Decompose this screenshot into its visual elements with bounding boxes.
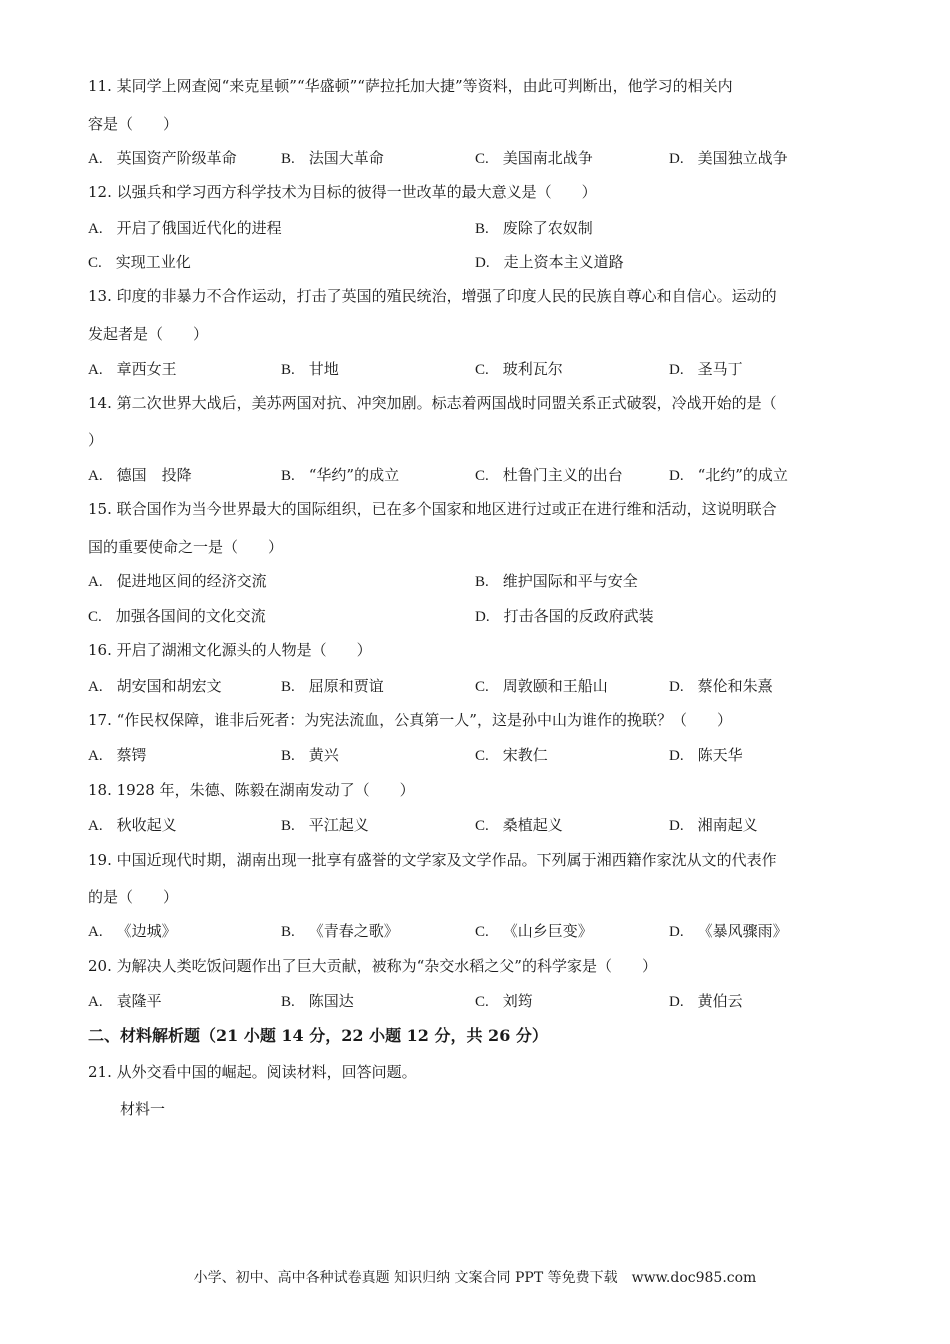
option-c[interactable]: C. 桑植起义 xyxy=(475,816,563,834)
option-a[interactable]: A. 开启了俄国近代化的进程 xyxy=(88,219,282,237)
question-15-options-row-1 xyxy=(88,571,868,591)
option-d[interactable]: D. 蔡伦和朱熹 xyxy=(669,677,773,695)
option-a[interactable]: A. 英国资产阶级革命 xyxy=(88,149,237,167)
question-14-line-2: ） xyxy=(88,431,104,449)
question-20-line-1: 20. 为解决人类吃饭问题作出了巨大贡献，被称为“杂交水稻之父”的科学家是（ ） xyxy=(88,957,657,975)
question-13-line-1: 13. 印度的非暴力不合作运动，打击了英国的殖民统治，增强了印度人民的民族自尊心和自信心。运动的 xyxy=(88,287,777,305)
question-11-line-1: 11. 某同学上网查阅“来克星顿”“华盛顿”“萨拉托加大捷”等资料，由此可判断出，他学习的相关内 xyxy=(88,77,733,95)
option-a[interactable]: A. 章西女王 xyxy=(88,360,177,378)
option-d[interactable]: D. 湘南起义 xyxy=(669,816,758,834)
question-16-line-1: 16. 开启了湖湘文化源头的人物是（ ） xyxy=(88,641,372,659)
option-d[interactable]: D. 打击各国的反政府武装 xyxy=(475,607,654,625)
question-12-options-row-1 xyxy=(88,218,868,238)
option-c[interactable]: C. 《山乡巨变》 xyxy=(475,922,593,940)
question-20-options xyxy=(88,991,868,1011)
option-d[interactable]: D. 《暴风骤雨》 xyxy=(669,922,788,940)
section-heading: 二、材料解析题（21 小题 14 分，22 小题 12 分，共 26 分） xyxy=(88,1026,548,1045)
option-b[interactable]: B. 法国大革命 xyxy=(281,149,384,167)
option-c[interactable]: C. 周敦颐和王船山 xyxy=(475,677,608,695)
option-c[interactable]: C. 加强各国间的文化交流 xyxy=(88,607,266,625)
option-d[interactable]: D. 陈天华 xyxy=(669,746,743,764)
question-12-line-1: 12. 以强兵和学习西方科学技术为目标的彼得一世改革的最大意义是（ ） xyxy=(88,183,597,201)
option-b[interactable]: B. 陈国达 xyxy=(281,992,354,1010)
material-label: 材料一 xyxy=(120,1100,166,1118)
option-b[interactable]: B. 屈原和贾谊 xyxy=(281,677,384,695)
option-c[interactable]: C. 美国南北战争 xyxy=(475,149,593,167)
question-11-line-2: 容是（ ） xyxy=(88,115,179,133)
question-15-line-2: 国的重要使命之一是（ ） xyxy=(88,538,284,556)
option-a[interactable]: A. 袁隆平 xyxy=(88,992,162,1010)
option-d[interactable]: D. 圣马丁 xyxy=(669,360,743,378)
question-17-line-1: 17. “作民权保障，谁非后死者：为宪法流血，公真第一人”，这是孙中山为谁作的挽联？（ ） xyxy=(88,711,732,729)
option-c[interactable]: C. 杜鲁门主义的出台 xyxy=(475,466,623,484)
option-d[interactable]: D. 走上资本主义道路 xyxy=(475,253,624,271)
option-c[interactable]: C. 刘筠 xyxy=(475,992,533,1010)
option-a[interactable]: A. 德国 投降 xyxy=(88,466,192,484)
question-18-options xyxy=(88,815,868,835)
question-21-line-1: 21. 从外交看中国的崛起。阅读材料，回答问题。 xyxy=(88,1063,417,1081)
option-c[interactable]: C. 玻利瓦尔 xyxy=(475,360,563,378)
question-19-line-2: 的是（ ） xyxy=(88,888,179,906)
option-a[interactable]: A. 《边城》 xyxy=(88,922,177,940)
option-b[interactable]: B. 废除了农奴制 xyxy=(475,219,593,237)
question-16-options xyxy=(88,676,868,696)
question-13-line-2: 发起者是（ ） xyxy=(88,325,209,343)
option-a[interactable]: A. 蔡锷 xyxy=(88,746,147,764)
option-a[interactable]: A. 胡安国和胡宏文 xyxy=(88,677,222,695)
option-d[interactable]: D. 黄伯云 xyxy=(669,992,743,1010)
question-11-options xyxy=(88,148,868,168)
option-b[interactable]: B. 维护国际和平与安全 xyxy=(475,572,638,590)
option-b[interactable]: B. 平江起义 xyxy=(281,816,369,834)
page-footer: 小学、初中、高中各种试卷真题 知识归纳 文案合同 PPT 等免费下载 www.doc985.com xyxy=(193,1270,757,1286)
question-15-options-row-2 xyxy=(88,606,868,626)
option-d[interactable]: D. “北约”的成立 xyxy=(669,466,788,484)
question-15-line-1: 15. 联合国作为当今世界最大的国际组织，已在多个国家和地区进行过或正在进行维和活动，这说明联合 xyxy=(88,500,777,518)
question-14-options xyxy=(88,465,868,485)
option-c[interactable]: C. 实现工业化 xyxy=(88,253,191,271)
option-b[interactable]: B. 黄兴 xyxy=(281,746,339,764)
option-b[interactable]: B. 甘地 xyxy=(281,360,339,378)
question-19-line-1: 19. 中国近现代时期，湖南出现一批享有盛誉的文学家及文学作品。下列属于湘西籍作家沈从文的代表作 xyxy=(88,851,777,869)
option-c[interactable]: C. 宋教仁 xyxy=(475,746,548,764)
question-14-line-1: 14. 第二次世界大战后，美苏两国对抗、冲突加剧。标志着两国战时同盟关系正式破裂，冷战开始的是（ xyxy=(88,394,777,412)
question-17-options xyxy=(88,745,868,765)
option-a[interactable]: A. 秋收起义 xyxy=(88,816,177,834)
option-b[interactable]: B. “华约”的成立 xyxy=(281,466,400,484)
question-12-options-row-2 xyxy=(88,252,868,272)
question-13-options xyxy=(88,359,868,379)
option-b[interactable]: B. 《青春之歌》 xyxy=(281,922,399,940)
option-a[interactable]: A. 促进地区间的经济交流 xyxy=(88,572,267,590)
question-18-line-1: 18. 1928 年，朱德、陈毅在湖南发动了（ ） xyxy=(88,781,415,799)
question-19-options xyxy=(88,921,868,941)
option-d[interactable]: D. 美国独立战争 xyxy=(669,149,788,167)
